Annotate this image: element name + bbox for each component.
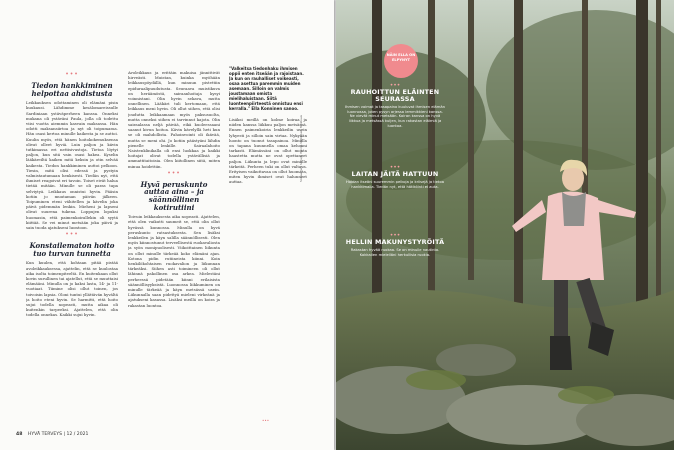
pull-quote: "Valkeitsa tiedonhaku ihmisen oppii enten itseään ja rajoistaan. Ja kun on rauhalliset voikeasti, osaa asettua paremmin muiden asemaan. Silloin on valmis joustamaan omista mielihaluistaan. Siitä luonteenpiirteestä onnistuu ensi kerralla." Ella Konninen sanoo. bbox=[229, 66, 304, 111]
text-column-3 bbox=[229, 66, 307, 436]
fact-ornament: ••• bbox=[389, 232, 401, 239]
fact-title: HELLIN MAKUNYSTYRÖITÄ bbox=[345, 238, 445, 246]
subheading: Konstailematon hoito tuo turvan tunnetta bbox=[29, 241, 115, 258]
subheading: Tiedon hankkiminen helpottaa ahdistusta bbox=[31, 81, 113, 98]
fact-ornament: ••• bbox=[389, 164, 401, 171]
heading-ornament: ••• bbox=[167, 169, 181, 177]
fact-text: Hoidan itseäni suuremmin pelkoja ja kriisejä ja tietoa hankkimalla. Tiedän nyt, että hätiköinti ei auta. bbox=[346, 180, 444, 189]
body-text: Kun kuulen, että kohtaan pitää pistää avoleikkauksessa, ajattelin, että se kuulostaa aika isolta toimenpiteeltä. En kuitenkaan ollut kovin surullinen tai ajatellut, että se muuttaisi elämääni. Minulla on jo kaksi lasta, 14- ja 11-vuotiaat. Tiimine olisi ollut toinen, jos toivoisin lapsia. Oloni tuntui yllättävän hyvältä ja hoito eteni hyvin. Se harmitti, että hoito sujui todella nopeasti, mutta aikaa oli kuitenkin tarpeeksi. Ajattelen, että olin todella onnekas. Kaikki sujui hyvin. bbox=[26, 260, 118, 318]
fact-text: Ihmisen voimat ja tasapaino kuuluvat ihmisen elämän luonnossa, joten pysyn arjessa lemmikkieni kanssa. Ne vievät minut metsään. Koiran kanssa on hyvä liikkua ja metsässä kuljen, kun rakastan eläimiä ja luontoa. bbox=[345, 105, 445, 128]
body-text: Lisäksi meillä on kolme koiraa ja niiden kanssa liikkuu paljon metsässä. Ennen paimenkoiria lenkkeilin usein lyhyesti ja silloin sain virtaa. Nykyään luonto on tuonut tasapainoa. Minulla on tapana kuunnella omaa kehoani tarkasti. Elämässäni on ollut monta haastetta mutta ne ovat opettaneet paljon. Liikunta ja lepo ovat minulle tärkeitä. Perheen tuki on ollut valtava. Erityisen vaikuttavaa on ollut huomata, miten hyvin ihmiset ovat halunneet auttaa. bbox=[229, 117, 307, 185]
text-column-1 bbox=[26, 70, 118, 440]
body-text: Avoleikkaus ja erittäin makuisa jännittivät hirveästi. Muistan, kuinka myöhään leikkauspöydällä, kun minuun pistettiin epiduraalipuudutusta. Seuraava muistikuva on heräämöstä, sairaanhoitaja kysyi voinnistani. Olin hyvin sekava, mutta onnellinen. Lääkäri tuli kertomaan, että leikkaus meni hyvin. Oli ollut siihen, että olisi joudutta leikkaamaan myös paksusuolta, mutta onneksi siihen ei tarvinnut kajota. Olin sairaalassa neljä päivää, eikä kuoleessaani saanut kivun hoitoa. Kävin kävelyllä heti kun se oli mahdollista. Pahoinvointi oli ikävää, mutta se meni ohi. Jo kotiin päästyäni lähdin pienelle lenkille. Sairaalahoito Naistenklinikalla oli ensi luokkaa ja kaikki hoitajat olivat todella ystävällisiä ja ammattitaitoisia. Olen kiitollinen siitä, miten minua hoidettiin. bbox=[128, 70, 220, 169]
page-footer bbox=[16, 432, 88, 437]
page-number: 48 bbox=[16, 432, 23, 437]
fact-box bbox=[345, 82, 445, 129]
info-badge: NÄIN ELLA ON ELPYNYT bbox=[384, 44, 418, 78]
fact-ornament: ••• bbox=[389, 82, 401, 89]
body-text: Toivuin leikkauksesta aika nopeasti. Ajattelen, että olen vaikutti saumeit se, että olin ollut hyvässä kunnossa. Minulla on hyvä peruskunto ratsastuksesta. Sen lisäksi lenkkeilen ja käyn salilla säännöllisesti. Olen myös kiinnostunut terveellisestä ruokavaliosta ja syön monipuolisesti. Viikoittainen liikunta on ollut minulle tärkeää koko elämäni ajan. Kotona pidin rutiineista kiinni. Koin henkilökohtaisen ruokavalion ja liikunnan tärkeäksi. Siihen asti toimineen oli ollut lähinnä pakollinen osa arkea. Mielestäni perheessä pidetään kiinni erilaisista säännöllisyyksistä. Luonnossa liikkuminen on minulle tärkeää ja käyn metsässä usein. Liikunnalla saan pidettyä mieleni virkeänä ja ajatukseni kasassa. Lisäksi meillä on koira ja rakastan luontoa. bbox=[128, 214, 220, 308]
magazine-name: HYVÄ TERVEYS | 12 / 2021 bbox=[27, 432, 89, 437]
fact-text: Rakastan hyvää ruokaa. Se on minulle nautinto. Kokkailen mielelläni herkullisia ruokia. bbox=[350, 248, 440, 257]
heading-ornament: ••• bbox=[65, 71, 79, 78]
fact-title: RAUHOITTUN ELÄINTEN SEURASSA bbox=[350, 88, 440, 103]
end-mark: ••• bbox=[262, 418, 270, 423]
fact-title: LAITAN JÄITÄ HATTUUN bbox=[351, 170, 439, 178]
text-column-2 bbox=[128, 70, 220, 440]
photo-credit: Sosiaalinen hoitaja: Hanna Väätäinen, Meikkaus bbox=[299, 114, 303, 182]
fact-box bbox=[345, 232, 445, 257]
fact-box bbox=[345, 164, 445, 189]
subheading: Hyvä peruskunto auttaa aina – ja säännöllinen kotirutiini bbox=[140, 179, 208, 212]
left-page bbox=[0, 0, 334, 450]
heading-ornament: ••• bbox=[65, 231, 79, 239]
body-text: Leikkauksen odottaminen oli elämäni pisin kuukausi. Lähdimme kesälomareissulle Sardiniaan ystäväperheen kanssa. Onneksi mukana oli ystäväni Paula, jolla oli todettu viisi vuotta aiemmin kasvain maksassa. Hän odotti maksansiirtoa ja nyt oli toipumassa. Hän osasi kertoa minulle kaikesta ja se auttoi. Kuulin myös, että hänen hoitokokemuksensa olivat olleet hyviä. Luin paljon ja kävin tutkimassa eri nettisivustoja. Tietoa löytyi paljon, kun sitä vain osasi hakea. Kyselin lääkäreiltä kaiken mitä keksin ja otin selvää kaikesta. Tiedon hankkiminen auttoi pelkoon. Tiesin, mitä olisi edessä ja pystyin valmistautumaan henkisesti. Tiedän nyt, että ihmiset reagoivat eri tavoin. Toiset eivät halua tietää mitään. Minulle se oli paras tapa selviytyä. Leikkaus onnistui hyvin. Pääsin kotiin jo muutaman päivän jälkeen. Toipuminen eteni vähitellen ja kävelin joka päivä pidemmän lenkin. Mieheni ja lapseni olivat suurena tukena. Loppujen lopuksi huomasin, että paimenkoirallekin oli syytä kiittää. Se vei minut metsään joka päivä ja sain tuoda ajatukseni luontoon. bbox=[26, 100, 118, 231]
